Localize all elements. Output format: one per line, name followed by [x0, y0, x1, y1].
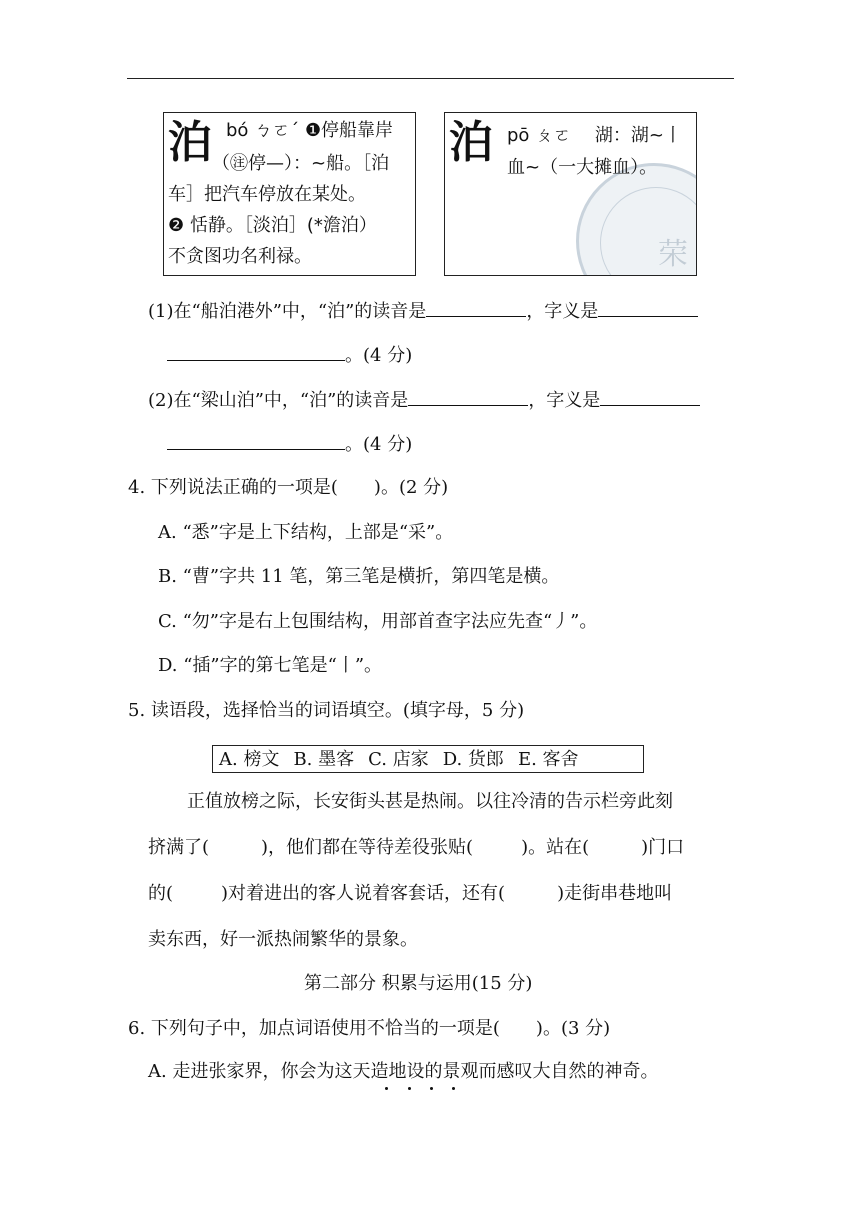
- dictionary-entry-bo: [163, 112, 416, 276]
- q5-text: )对着进出的客人说着客套话，还有(: [221, 883, 506, 904]
- q4-option-a: A. “悉”字是上下结构，上部是“采”。: [158, 522, 454, 543]
- q4-stem: [128, 476, 448, 500]
- answer-blank[interactable]: [408, 387, 528, 406]
- q5-stem: 5. 读语段，选择恰当的词语填空。(填字母，5 分): [128, 700, 525, 721]
- q3-sub2-cont: [167, 431, 412, 457]
- q4-option-b: B. “曹”字共 11 笔，第三笔是横折，第四笔是横。: [158, 566, 560, 587]
- q5-paragraph-line: 卖东西，好一派热闹繁华的景象。: [148, 929, 418, 950]
- q4-option-d: D. “插”字的第七笔是“丨”。: [158, 655, 383, 676]
- q6-stem-text: 6. 下列句子中，加点词语使用不恰当的一项是(: [128, 1018, 500, 1039]
- q5-text: )，他们都在等待差役张贴(: [261, 837, 474, 858]
- q5-text: )走街串巷地叫: [557, 883, 673, 904]
- q5-word-bank: [212, 745, 644, 773]
- q5-text: )。站在(: [521, 837, 590, 858]
- dictionary-line: ❷ 恬静。［淡泊］(*澹泊）: [168, 215, 377, 236]
- q5-paragraph-line: [148, 882, 672, 906]
- dictionary-headword: 泊: [449, 117, 493, 168]
- answer-blank[interactable]: [426, 298, 526, 317]
- q5-text: )门口: [641, 837, 685, 858]
- q4-option-c: C. “勿”字是右上包围结构，用部首查字法应先查“丿”。: [158, 611, 598, 632]
- q5-text: 挤满了(: [148, 837, 210, 858]
- q3-sub1-score: 。(4 分): [345, 345, 413, 366]
- q3-sub2: [148, 387, 700, 413]
- answer-blank[interactable]: [600, 387, 700, 406]
- q6-stem-score: )。(3 分): [535, 1018, 611, 1039]
- q5-text: 的(: [148, 883, 174, 904]
- word-option-e: E. 客舍: [517, 749, 579, 770]
- dictionary-line: （㊟停—）：~船。［泊: [212, 153, 390, 174]
- q3-sub2-score: 。(4 分): [345, 434, 413, 455]
- seal-character: 荣: [658, 237, 688, 272]
- q5-paragraph-line: [148, 836, 684, 860]
- q5-paragraph-line: 正值放榜之际，长安街头甚是热闹。以往冷清的告示栏旁此刻: [187, 791, 673, 812]
- q4-stem-text: 4. 下列说法正确的一项是(: [128, 477, 338, 498]
- emphasis-dot: [408, 1087, 411, 1090]
- dictionary-line: 不贪图功名利禄。: [168, 246, 312, 267]
- section-heading: 第二部分 积累与运用(15 分): [304, 973, 533, 994]
- answer-blank[interactable]: [167, 431, 345, 450]
- emphasis-dot: [385, 1087, 388, 1090]
- q3-sub1-cont: [167, 342, 412, 368]
- dictionary-entry-po: [444, 112, 697, 276]
- q3-sub1: [148, 298, 698, 324]
- word-option-d: D. 货郎: [442, 749, 504, 770]
- q6-option-a: A. 走进张家界，你会为这天造地设的景观而感叹大自然的神奇。: [148, 1061, 659, 1082]
- q3-sub2-text: (2)在“梁山泊”中，“泊”的读音是: [148, 390, 409, 411]
- q3-sub1-text-2: ，字义是: [526, 301, 599, 322]
- answer-blank[interactable]: [167, 342, 345, 361]
- answer-blank[interactable]: [598, 298, 698, 317]
- emphasis-dot: [430, 1087, 433, 1090]
- word-option-c: C. 店家: [368, 749, 429, 770]
- q3-sub1-text: (1)在“船泊港外”中，“泊”的读音是: [148, 301, 427, 322]
- emphasis-dot: [452, 1087, 455, 1090]
- dictionary-headword: 泊: [168, 117, 212, 168]
- dictionary-line: bó ㄅㄛˊ ❶停船靠岸: [226, 120, 394, 141]
- q4-stem-score: )。(2 分): [373, 477, 449, 498]
- dictionary-line: 血~（一大摊血）。: [507, 157, 658, 178]
- dictionary-line: pō ㄆㄛ 湖：湖~丨: [507, 125, 682, 146]
- q6-stem: [128, 1017, 610, 1041]
- q3-sub2-text-2: ，字义是: [528, 390, 601, 411]
- word-option-a: A. 榜文: [219, 749, 280, 770]
- word-option-b: B. 墨客: [293, 749, 355, 770]
- dictionary-line: 车］把汽车停放在某处。: [168, 184, 366, 205]
- header-rule: [127, 78, 734, 79]
